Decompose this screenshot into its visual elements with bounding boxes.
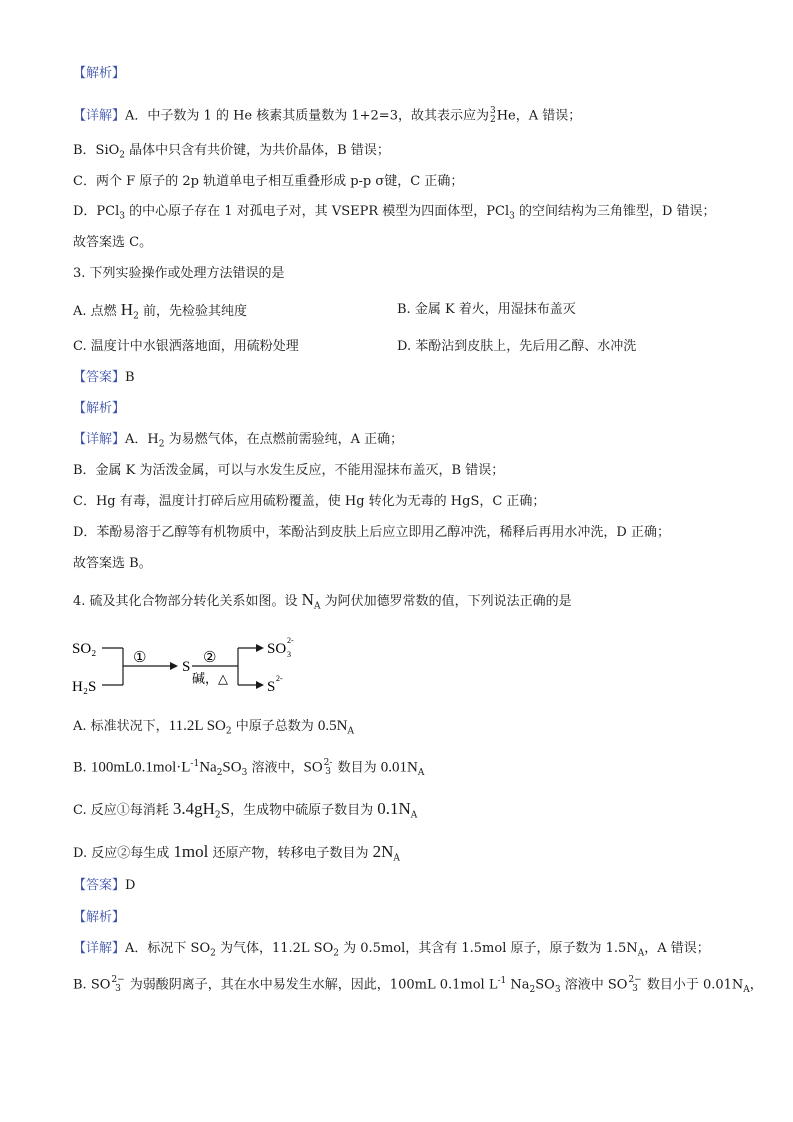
detail-q2-a bbox=[73, 107, 581, 125]
subscript: 3 bbox=[241, 768, 248, 779]
formula: 1mol bbox=[173, 842, 209, 861]
formula: 2N bbox=[372, 842, 394, 861]
condition-label: 碱，△ bbox=[192, 671, 228, 686]
isotope-notation bbox=[490, 107, 496, 125]
text: 为阿伏加德罗常数的值，下列说法正确的是 bbox=[320, 594, 572, 609]
text: ，A 错误； bbox=[644, 941, 710, 956]
text: 中原子总数为 bbox=[231, 719, 318, 734]
detail-q4-a bbox=[73, 941, 710, 957]
formula: 100mL0.1mol·L bbox=[90, 759, 191, 776]
detail-q2-d bbox=[73, 204, 716, 220]
answer-value: B bbox=[125, 370, 135, 385]
question-3-option-d: D. 苯酚沾到皮肤上，先后用乙醇、水冲洗 bbox=[397, 339, 637, 354]
answer-3 bbox=[73, 370, 135, 386]
formula: 3.4gH bbox=[172, 799, 215, 818]
so2-label: SO₂ bbox=[72, 641, 97, 657]
ion-notation bbox=[111, 976, 124, 994]
analysis-heading-4: 【解析】 bbox=[73, 910, 126, 925]
formula: S bbox=[220, 799, 231, 818]
ion-notation bbox=[628, 976, 641, 994]
question-4-option-b bbox=[73, 759, 424, 777]
analysis-heading-1: 【解析】 bbox=[73, 66, 126, 81]
arrow-head bbox=[170, 662, 178, 670]
subscript: 3 bbox=[554, 985, 561, 996]
sulfide-charge: 2- bbox=[276, 674, 283, 683]
text: ，生成物中硫原子数目为 bbox=[230, 803, 378, 818]
text: 数目小于 0.01N bbox=[642, 977, 744, 993]
subscript: 2 bbox=[333, 948, 339, 959]
arrow-head bbox=[256, 681, 264, 689]
sulfur-conversion-diagram bbox=[70, 635, 300, 695]
conclusion-q2: 故答案选 C。 bbox=[73, 235, 153, 250]
subscript: A bbox=[410, 810, 418, 821]
question-4-option-c bbox=[73, 801, 417, 819]
detail-tag: 【详解】 bbox=[73, 432, 126, 447]
text: ， bbox=[749, 977, 763, 993]
charge: 2- bbox=[323, 758, 333, 768]
formula: 0.5N bbox=[317, 718, 348, 734]
subscript: 3 bbox=[632, 984, 638, 994]
text: 为易燃气体，在点燃前需验纯，A 正确； bbox=[164, 432, 404, 447]
text: He，A 错误； bbox=[496, 108, 582, 124]
arrow-head bbox=[256, 644, 264, 652]
subscript: A bbox=[743, 985, 750, 996]
superscript: -1 bbox=[190, 759, 200, 770]
step-2-label: ② bbox=[203, 650, 217, 666]
step-1-label: ① bbox=[133, 650, 147, 666]
detail-q3-c: C．Hg 有毒，温度计打碎后应用硫粉覆盖，使 Hg 转化为无毒的 HgS，C 正确； bbox=[73, 494, 546, 509]
subscript: 2 bbox=[216, 768, 223, 779]
atomic-number: 2 bbox=[489, 115, 496, 125]
formula: Na bbox=[199, 759, 217, 776]
question-3-stem: 3. 下列实验操作或处理方法错误的是 bbox=[73, 266, 285, 281]
detail-q3-d: D．苯酚易溶于乙醇等有机物质中，苯酚沾到皮肤上后应立即用乙醇冲洗，稀释后再用水冲洗，D 正确； bbox=[73, 525, 670, 540]
sulfide-label: S bbox=[267, 679, 276, 695]
subscript: A bbox=[417, 768, 425, 779]
detail-tag: 【详解】 bbox=[73, 941, 126, 956]
answer-tag: 【答案】 bbox=[73, 370, 126, 385]
subscript: 2 bbox=[119, 150, 126, 161]
text: B. SO bbox=[73, 977, 111, 993]
subscript: 2 bbox=[225, 726, 232, 737]
text: 4. 硫及其化合物部分转化关系如图。设 bbox=[73, 594, 302, 609]
text: C. 反应①每消耗 bbox=[73, 803, 173, 818]
mass-number: 3 bbox=[489, 106, 496, 116]
question-3-option-b: B. 金属 K 着火，用湿抹布盖灭 bbox=[397, 302, 576, 317]
subscript: A bbox=[637, 948, 645, 959]
subscript: 3 bbox=[115, 984, 121, 994]
detail-q2-b bbox=[73, 143, 390, 159]
subscript: A bbox=[393, 853, 400, 864]
subscript: 3 bbox=[119, 211, 126, 222]
subscript: 2 bbox=[158, 439, 165, 450]
text: 还原产物，转移电子数目为 bbox=[208, 846, 373, 861]
text: 的中心原子存在 1 对孤电子对，其 VSEPR 模型为四面体型，PCl bbox=[125, 204, 510, 219]
text: 数目为 bbox=[333, 760, 381, 776]
text: A．标况下 SO bbox=[125, 941, 211, 956]
formula: 0.01N bbox=[380, 759, 418, 776]
subscript: A bbox=[347, 726, 354, 737]
text: 为弱酸阴离子，其在水中易发生水解，因此，100mL 0.1mol L bbox=[125, 977, 498, 993]
text: Na bbox=[506, 977, 530, 993]
text: A．H bbox=[125, 432, 159, 447]
formula: N bbox=[301, 590, 314, 609]
formula: 0.1N bbox=[377, 799, 411, 818]
subscript: 3 bbox=[325, 767, 331, 777]
formula: H bbox=[120, 300, 134, 319]
charge: 2− bbox=[628, 975, 642, 985]
answer-tag: 【答案】 bbox=[73, 878, 126, 893]
text: 溶液中， bbox=[247, 760, 304, 776]
subscript: 2 bbox=[214, 810, 221, 821]
conclusion-q3: 故答案选 B。 bbox=[73, 556, 152, 571]
question-3-option-a bbox=[73, 302, 247, 320]
text: 溶液中 SO bbox=[560, 977, 628, 993]
diagram-svg bbox=[70, 635, 300, 695]
text: D．PCl bbox=[73, 204, 120, 219]
charge: 2− bbox=[111, 975, 125, 985]
answer-4 bbox=[73, 878, 135, 894]
sulfite-label: SO bbox=[267, 641, 287, 657]
text: A．中子数为 1 的 He 核素其质量数为 1+2=3，故其表示应为 bbox=[125, 108, 489, 124]
text: B. bbox=[73, 760, 91, 776]
detail-tag: 【详解】 bbox=[73, 108, 126, 124]
text: 的空间结构为三角锥型，D 错误； bbox=[514, 204, 716, 219]
formula: SO bbox=[222, 759, 242, 776]
subscript: 2 bbox=[133, 311, 139, 322]
subscript: A bbox=[313, 601, 321, 612]
sulfite-charge: 2- bbox=[287, 636, 294, 645]
superscript: -1 bbox=[497, 976, 507, 987]
subscript: 3 bbox=[509, 211, 515, 222]
h2s-label: H₂S bbox=[72, 679, 97, 695]
sulfur-label: S bbox=[182, 659, 191, 675]
sulfite-subscript: 3 bbox=[287, 650, 291, 659]
question-4-option-d bbox=[73, 844, 400, 862]
text: 前，先检验其纯度 bbox=[138, 304, 247, 319]
ion-notation bbox=[324, 759, 333, 777]
answer-value: D bbox=[125, 878, 136, 893]
text: 为 0.5mol，其含有 1.5mol 原子，原子数为 1.5N bbox=[339, 941, 638, 956]
question-4-option-a bbox=[73, 718, 354, 735]
subscript: 2 bbox=[529, 985, 536, 996]
analysis-heading-3: 【解析】 bbox=[73, 401, 126, 416]
text: D. 反应②每生成 bbox=[73, 846, 174, 861]
text: B．SiO bbox=[73, 143, 120, 158]
text: A. 标准状况下， bbox=[73, 719, 169, 734]
detail-q4-b bbox=[73, 976, 763, 994]
question-3-option-c: C. 温度计中水银洒落地面，用硫粉处理 bbox=[73, 339, 299, 354]
text: 晶体中只含有共价键，为共价晶体，B 错误； bbox=[125, 143, 390, 158]
detail-q2-c: C．两个 F 原子的 2p 轨道单电子相互重叠形成 p-p σ键，C 正确； bbox=[73, 174, 464, 189]
text: 为气体，11.2L SO bbox=[215, 941, 334, 956]
detail-q3-a bbox=[73, 432, 403, 448]
detail-q3-b: B．金属 K 为活泼金属，可以与水发生反应，不能用湿抹布盖灭，B 错误； bbox=[73, 463, 505, 478]
text: A. 点燃 bbox=[73, 304, 121, 319]
text: SO bbox=[535, 977, 555, 993]
formula: 11.2L SO bbox=[168, 718, 226, 734]
formula: SO bbox=[303, 759, 323, 776]
subscript: 2 bbox=[210, 948, 216, 959]
question-4-stem bbox=[73, 592, 572, 610]
